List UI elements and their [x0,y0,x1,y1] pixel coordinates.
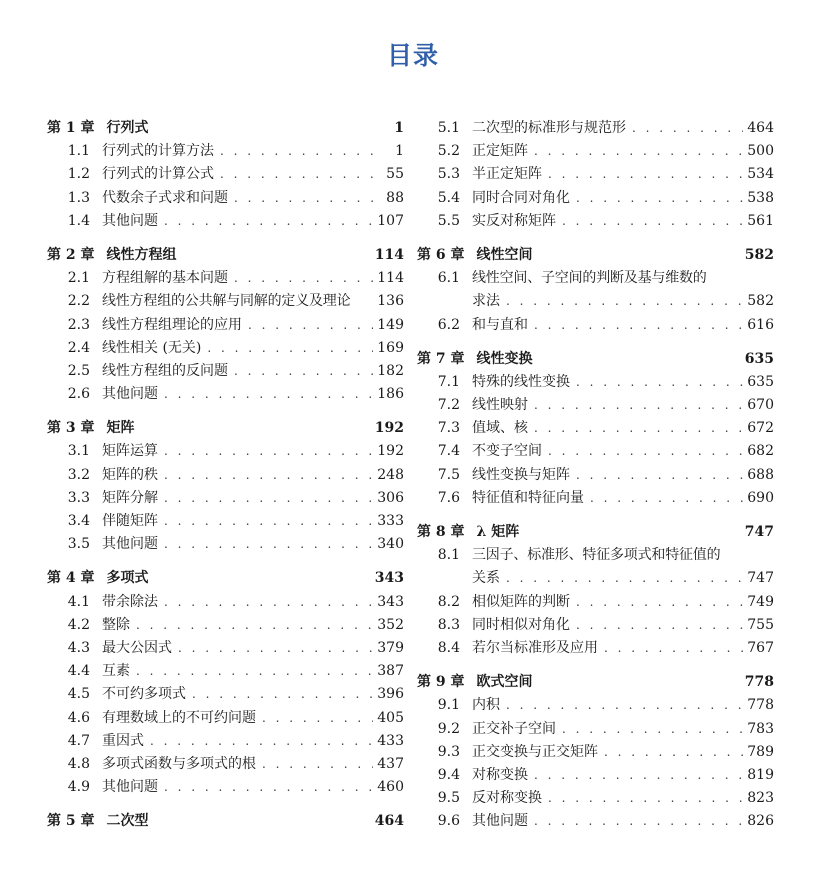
section-number: 8.2 [437,593,460,610]
toc-entry[interactable] [417,187,774,210]
page-title: 目录 [386,41,439,70]
toc-entry[interactable] [47,187,404,210]
section-number: 9.2 [437,720,460,737]
toc-entry[interactable] [47,753,404,776]
chapter-page-number: 192 [374,420,404,437]
leader-dots [220,163,376,186]
leader-dots [248,314,373,337]
section-number: 1.4 [67,212,90,229]
chapter-heading[interactable] [47,417,404,440]
section-number: 6.2 [437,316,460,333]
leader-dots [548,440,743,463]
toc-entry[interactable] [47,163,404,186]
chapter-page-number: 114 [374,246,404,263]
chapter-label: 第 2 章 [47,246,95,263]
toc-entry[interactable] [417,787,774,810]
leader-dots [534,810,743,833]
page-number: 1 [395,143,404,160]
chapter-label: 第 4 章 [47,570,95,587]
leader-dots [164,383,373,406]
section-title: 正交变换与正交矩阵 [472,743,598,760]
leader-dots [576,591,743,614]
page-number: 500 [747,143,774,160]
leader-dots [534,764,743,787]
section-number: 7.4 [437,443,460,460]
section-number: 5.3 [437,166,460,183]
section-number: 2.5 [67,362,90,379]
section-number: 9.6 [437,813,460,830]
page-number: 755 [747,616,774,633]
section-title: 线性相关 (无关) [102,339,202,356]
toc-entry[interactable] [417,314,774,337]
page-number: 437 [377,755,404,772]
leader-dots [234,187,376,210]
section-title: 正定矩阵 [472,143,528,160]
chapter-block [417,244,774,337]
section-title-continuation: 关系 [472,570,500,587]
section-number: 4.3 [67,639,90,656]
toc-entry[interactable] [47,337,404,360]
section-title: 重因式 [102,732,144,749]
page-number: 136 [377,293,404,310]
toc-entry[interactable] [47,210,404,233]
leader-dots [604,637,743,660]
section-number: 2.2 [67,293,90,310]
section-number: 4.1 [67,593,90,610]
chapter-heading[interactable] [47,810,404,833]
leader-dots [262,707,373,730]
toc-entry[interactable] [47,614,404,637]
toc-entry[interactable] [417,140,774,163]
leader-dots [562,210,743,233]
toc-entry[interactable] [47,487,404,510]
section-title: 相似矩阵的判断 [472,593,570,610]
leader-dots [207,337,373,360]
page-number: 396 [377,686,404,703]
leader-dots [534,394,743,417]
leader-dots [178,637,373,660]
leader-dots [506,694,743,717]
page-number: 340 [377,536,404,553]
chapter-label: 第 9 章 [417,674,465,691]
chapter-label: 第 5 章 [47,813,95,830]
page-number: 182 [377,362,404,379]
section-number: 9.1 [437,697,460,714]
toc-entry[interactable] [417,810,774,833]
page-number: 672 [747,420,774,437]
leader-dots [164,464,373,487]
chapter-page-number: 747 [744,524,774,540]
section-title: 反对称变换 [472,790,542,807]
section-number: 5.5 [437,212,460,229]
leader-dots [562,718,743,741]
toc-entry[interactable] [417,544,774,567]
chapter-page-number: 1 [394,120,404,136]
chapter-title: 线性空间 [476,246,533,263]
leader-dots [164,510,373,533]
toc-entry[interactable] [417,637,774,660]
section-title: 若尔当标准形及应用 [472,639,598,656]
section-title: 带余除法 [102,593,158,610]
toc-entry[interactable] [47,314,404,337]
section-number: 3.5 [67,536,90,553]
section-number: 5.4 [437,189,460,206]
section-title: 正交补子空间 [472,720,556,737]
section-number: 2.3 [67,316,90,333]
toc-entry[interactable] [47,776,404,799]
chapter-heading[interactable] [417,521,774,544]
toc-entry[interactable] [417,417,774,440]
section-number: 7.1 [437,373,460,390]
leader-dots [534,314,743,337]
page-number: 464 [747,120,774,136]
leader-dots [534,140,743,163]
section-number: 4.4 [67,663,90,680]
chapter-block [417,521,774,660]
leader-dots [234,267,373,290]
chapter-heading[interactable] [417,348,774,371]
leader-dots [534,417,743,440]
leader-dots [234,360,373,383]
section-title: 其他问题 [102,779,158,796]
toc-entry[interactable] [417,487,774,510]
page-number: 352 [377,616,404,633]
section-title: 不可约多项式 [102,686,186,703]
section-title: 矩阵运算 [102,443,158,460]
section-number: 7.3 [437,420,460,437]
toc-entry[interactable] [417,394,774,417]
page-number: 826 [747,813,774,830]
page-number: 169 [377,339,404,356]
section-title: 特殊的线性变换 [472,373,570,390]
page-number: 88 [386,189,404,206]
chapter-block [47,417,404,556]
section-title: 线性映射 [472,397,528,414]
section-number: 4.7 [67,732,90,749]
page-number: 688 [747,466,774,483]
chapter-title: 多项式 [106,570,149,587]
leader-dots [164,591,373,614]
page-number: 823 [747,790,774,807]
toc-entry[interactable] [417,741,774,764]
toc-entry[interactable] [47,533,404,556]
page-number: 749 [747,593,774,610]
section-number: 4.9 [67,779,90,796]
page-number: 635 [747,373,774,390]
page-number: 534 [747,166,774,183]
section-number: 2.4 [67,339,90,356]
chapter-block [47,244,404,406]
leader-dots [576,614,743,637]
page-number: 405 [377,709,404,726]
chapter-block [47,567,404,799]
leader-dots [506,567,743,590]
page-number: 819 [747,766,774,783]
page-number: 538 [747,189,774,206]
toc-entry[interactable] [47,267,404,290]
page-number: 306 [377,489,404,506]
chapter-title: 行列式 [106,120,149,136]
section-title: 特征值和特征向量 [472,489,584,506]
leader-dots [136,660,373,683]
page-number: 333 [377,513,404,529]
leader-dots [506,290,743,313]
toc-entry[interactable] [47,660,404,683]
toc-entry[interactable] [417,117,774,140]
toc-entry[interactable] [47,707,404,730]
section-title: 线性方程组理论的应用 [102,316,242,333]
section-number: 9.3 [437,743,460,760]
chapter-title: 欧式空间 [476,674,533,691]
chapter-heading[interactable] [47,117,404,140]
section-title: 线性方程组的公共解与同解的定义及理论 [102,293,351,310]
section-title: 三因子、标准形、特征多项式和特征值的 [472,547,721,564]
chapter-title: 矩阵 [106,420,135,437]
toc-entry[interactable] [417,614,774,637]
page-number: 767 [747,639,774,656]
section-number: 4.8 [67,755,90,772]
section-title: 最大公因式 [102,639,172,656]
section-number: 1.3 [67,189,90,206]
chapter-title: 二次型 [106,813,149,830]
section-title: 值域、核 [472,420,528,437]
page-number: 582 [747,293,774,310]
chapter-heading[interactable] [47,244,404,267]
page-number: 682 [747,443,774,460]
chapter-heading[interactable] [417,244,774,267]
section-title: 方程组解的基本问题 [102,270,228,287]
section-number: 3.2 [67,466,90,483]
chapter-page-number: 464 [374,813,404,830]
leader-dots [192,683,373,706]
chapter-page-number: 582 [744,246,774,263]
section-number: 2.6 [67,386,90,403]
toc-entry[interactable] [47,730,404,753]
leader-dots [576,371,743,394]
section-title: 代数余子式求和问题 [102,189,228,206]
chapter-heading[interactable] [417,671,774,694]
section-title: 同时合同对角化 [472,189,570,206]
chapter-label: 第 7 章 [417,350,465,367]
section-title: 二次型的标准形与规范形 [472,120,626,136]
section-title: 伴随矩阵 [102,513,158,529]
section-title: 行列式的计算公式 [102,166,214,183]
section-title: 整除 [102,616,130,633]
page-number: 379 [377,639,404,656]
toc-entry[interactable] [417,718,774,741]
page-number: 114 [377,270,404,287]
chapter-label: 第 6 章 [417,246,465,263]
section-title: 和与直和 [472,316,528,333]
toc-entry[interactable] [417,210,774,233]
toc-entry[interactable] [417,163,774,186]
page-number: 616 [747,316,774,333]
leader-dots [220,140,376,163]
chapter-title: λ 矩阵 [476,524,520,540]
chapter-page-number: 343 [374,570,404,587]
section-title: 其他问题 [102,386,158,403]
section-title: 有理数域上的不可约问题 [102,709,256,726]
toc-entry[interactable] [47,637,404,660]
page-number: 248 [377,466,404,483]
page-number: 561 [747,212,774,229]
leader-dots [262,753,373,776]
page-number: 783 [747,720,774,737]
section-title: 实反对称矩阵 [472,212,556,229]
page-number: 343 [377,593,404,610]
chapter-label: 第 3 章 [47,420,95,437]
section-title: 同时相似对角化 [472,616,570,633]
section-title: 矩阵分解 [102,489,158,506]
leader-dots [576,187,743,210]
chapter-block [47,810,404,833]
page-number: 747 [747,570,774,587]
toc-entry-continuation[interactable] [417,567,774,590]
chapter-block [417,348,774,510]
chapter-block [47,117,404,233]
chapter-title: 线性变换 [476,350,533,367]
leader-dots [548,787,743,810]
section-number: 5.1 [437,120,460,136]
section-title: 矩阵的秩 [102,466,158,483]
section-number: 6.1 [437,270,460,287]
toc-entry[interactable] [47,440,404,463]
page-number: 690 [747,489,774,506]
toc-entry[interactable] [47,360,404,383]
chapter-title: 线性方程组 [106,246,177,263]
chapter-label: 第 1 章 [47,120,95,136]
leader-dots [164,487,373,510]
page-number: 670 [747,397,774,414]
section-number: 4.2 [67,616,90,633]
section-number: 4.6 [67,709,90,726]
toc-entry[interactable] [417,464,774,487]
section-title: 半正定矩阵 [472,166,542,183]
page-number: 789 [747,743,774,760]
section-number: 2.1 [67,270,90,287]
chapter-heading[interactable] [47,567,404,590]
page-number: 433 [377,732,404,749]
chapter-label: 第 8 章 [417,524,465,540]
toc-entry[interactable] [47,383,404,406]
section-number: 3.4 [67,513,90,529]
page-number: 192 [377,443,404,460]
page-number: 387 [377,663,404,680]
toc-entry[interactable] [417,694,774,717]
leader-dots [604,741,743,764]
toc-entry[interactable] [47,290,404,313]
leader-dots [150,730,373,753]
section-title: 线性方程组的反问题 [102,362,228,379]
toc-entry[interactable] [417,267,774,290]
section-title: 行列式的计算方法 [102,143,214,160]
section-number: 7.6 [437,489,460,506]
chapter-block [417,671,774,833]
toc-entry[interactable] [417,440,774,463]
chapter-page-number: 778 [744,674,774,691]
section-number: 3.1 [67,443,90,460]
section-number: 8.3 [437,616,460,633]
chapter-block [417,117,774,233]
section-number: 1.1 [67,143,90,160]
section-title: 互素 [102,663,130,680]
toc-left-column [47,117,404,844]
section-title: 对称变换 [472,766,528,783]
leader-dots [632,117,743,140]
section-title: 其他问题 [102,212,158,229]
toc-entry[interactable] [47,683,404,706]
section-number: 9.5 [437,790,460,807]
toc-entry[interactable] [47,140,404,163]
toc-right-column [417,117,774,844]
section-title: 线性变换与矩阵 [472,466,570,483]
page-number: 186 [377,386,404,403]
toc-entry[interactable] [47,464,404,487]
leader-dots [164,210,373,233]
leader-dots [576,464,743,487]
page-number: 149 [377,316,404,333]
leader-dots [164,440,373,463]
section-number: 4.5 [67,686,90,703]
toc-entry[interactable] [47,510,404,533]
leader-dots [164,533,373,556]
section-number: 9.4 [437,766,460,783]
toc-entry[interactable] [47,591,404,614]
section-number: 7.5 [437,466,460,483]
section-title: 多项式函数与多项式的根 [102,755,256,772]
toc-entry[interactable] [417,371,774,394]
section-title: 其他问题 [102,536,158,553]
section-title: 线性空间、子空间的判断及基与维数的 [472,270,707,287]
section-title: 不变子空间 [472,443,542,460]
chapter-page-number: 635 [744,350,774,367]
section-number: 8.1 [437,547,460,564]
toc-entry-continuation[interactable] [417,290,774,313]
section-number: 8.4 [437,639,460,656]
section-title-continuation: 求法 [472,293,500,310]
section-number: 1.2 [67,166,90,183]
section-number: 7.2 [437,397,460,414]
section-title: 内积 [472,697,500,714]
leader-dots [548,163,743,186]
page-number: 778 [747,697,774,714]
leader-dots [590,487,743,510]
leader-dots [136,614,373,637]
page-number: 460 [377,779,404,796]
page-number: 55 [386,166,404,183]
section-number: 3.3 [67,489,90,506]
page-number: 107 [377,212,404,229]
section-title: 其他问题 [472,813,528,830]
leader-dots [164,776,373,799]
toc-entry[interactable] [417,591,774,614]
toc-entry[interactable] [417,764,774,787]
section-number: 5.2 [437,143,460,160]
